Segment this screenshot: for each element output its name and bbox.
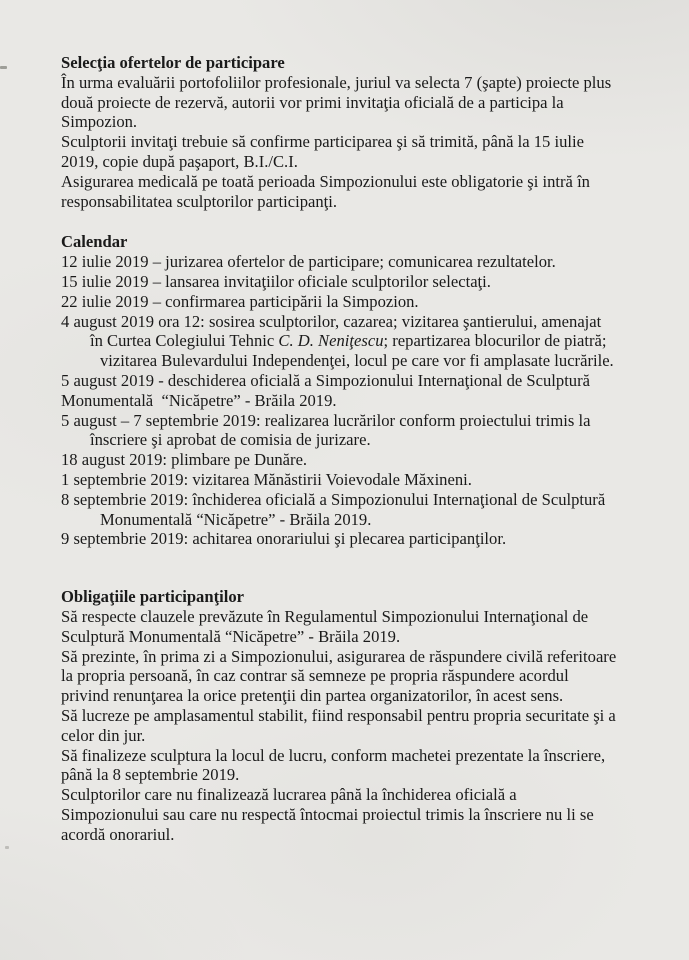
text-segment: Să prezinte, în prima zi a Simpozionului, asigurarea de răspundere civilă referitoare bbox=[61, 646, 617, 666]
text-line bbox=[61, 152, 616, 172]
text-segment: 12 iulie 2019 – jurizarea ofertelor de participare; comunicarea rezultatelor. bbox=[61, 252, 556, 272]
document-body bbox=[61, 53, 616, 844]
text-segment: 2019, copie după paşaport, B.I./C.I. bbox=[61, 151, 298, 171]
text-line bbox=[61, 510, 616, 530]
text-line bbox=[61, 430, 616, 450]
text-segment: 15 iulie 2019 – lansarea invitaţiilor oficiale sculptorilor selectaţi. bbox=[61, 271, 491, 291]
text-line bbox=[61, 726, 616, 746]
text-segment: în Curtea Colegiului Tehnic bbox=[90, 331, 279, 351]
text-segment: Simpozionului sau care nu respectă întocmai proiectul trimis la înscriere nu li se bbox=[61, 804, 594, 824]
text-line bbox=[61, 450, 616, 470]
text-line bbox=[61, 371, 616, 391]
text-line bbox=[61, 805, 616, 825]
text-segment: Sculptorilor care nu finalizează lucrarea până la închiderea oficială a bbox=[61, 785, 517, 805]
text-segment: acordă onorariul. bbox=[61, 824, 175, 844]
text-line bbox=[61, 73, 616, 93]
text-line bbox=[61, 112, 616, 132]
text-line bbox=[61, 351, 616, 371]
text-line bbox=[61, 470, 616, 490]
text-segment: înscriere şi aprobat de comisia de jurizare. bbox=[90, 430, 371, 450]
text-segment: Să lucreze pe amplasamentul stabilit, fiind responsabil pentru propria securitate şi a bbox=[61, 705, 616, 725]
text-segment: ; repartizarea blocurilor de piatră; bbox=[383, 331, 607, 351]
text-line bbox=[61, 785, 616, 805]
text-line bbox=[61, 490, 616, 510]
text-segment: două proiecte de rezervă, autorii vor primi invitaţia oficială de a participa la bbox=[61, 92, 564, 112]
section-calendar bbox=[61, 232, 616, 549]
scan-artifact bbox=[5, 846, 9, 849]
italic-text: C. D. Neniţescu bbox=[278, 331, 384, 351]
section-heading: Obligaţiile participanţilor bbox=[61, 587, 244, 607]
text-segment: Monumentală “Nicăpetre” - Brăila 2019. bbox=[100, 509, 372, 529]
text-segment: 8 septembrie 2019: închiderea oficială a Simpozionului Internaţional de Sculptură bbox=[61, 489, 606, 509]
text-segment: 5 august – 7 septembrie 2019: realizarea lucrărilor conform proiectului trimis la bbox=[61, 410, 591, 430]
text-segment: 5 august 2019 - deschiderea oficială a Simpozionului Internaţional de Sculptură bbox=[61, 370, 590, 390]
text-segment: Sculptură Monumentală “Nicăpetre” - Brăila 2019. bbox=[61, 626, 401, 646]
text-line bbox=[61, 686, 616, 706]
text-line bbox=[61, 192, 616, 212]
text-line bbox=[61, 93, 616, 113]
text-line bbox=[61, 765, 616, 785]
text-line bbox=[61, 391, 616, 411]
text-line bbox=[61, 312, 616, 332]
text-line bbox=[61, 627, 616, 647]
text-line bbox=[61, 706, 616, 726]
text-segment: Simpozion. bbox=[61, 112, 138, 132]
section-selectia-ofertelor bbox=[61, 53, 616, 211]
text-segment: celor din jur. bbox=[61, 725, 146, 745]
text-line bbox=[61, 272, 616, 292]
text-line bbox=[61, 411, 616, 431]
text-line bbox=[61, 647, 616, 667]
text-segment: Sculptorii invitaţi trebuie să confirme participarea şi să trimită, până la 15 iulie bbox=[61, 132, 584, 152]
text-segment: 4 august 2019 ora 12: sosirea sculptorilor, cazarea; vizitarea şantierului, amenajat bbox=[61, 311, 602, 331]
text-line bbox=[61, 746, 616, 766]
text-segment: privind renunţarea la orice pretenţii din partea organizatorilor, în acest sens. bbox=[61, 686, 564, 706]
text-segment: Asigurarea medicală pe toată perioada Simpozionului este obligatorie şi intră în bbox=[61, 171, 590, 191]
text-segment: 1 septembrie 2019: vizitarea Mănăstirii Voievodale Măxineni. bbox=[61, 469, 472, 489]
section-obligatiile-participantilor bbox=[61, 587, 616, 844]
text-segment: responsabilitatea sculptorilor participanţi. bbox=[61, 191, 338, 211]
text-segment: 22 iulie 2019 – confirmarea participării la Simpozion. bbox=[61, 291, 419, 311]
section-heading: Selecţia ofertelor de participare bbox=[61, 53, 285, 72]
text-segment: 9 septembrie 2019: achitarea onorariului şi plecarea participanţilor. bbox=[61, 529, 507, 549]
section-heading: Calendar bbox=[61, 232, 128, 252]
text-line bbox=[61, 292, 616, 312]
text-segment: la propria persoană, în caz contrar să semneze pe propria răspundere acordul bbox=[61, 666, 569, 686]
text-segment: până la 8 septembrie 2019. bbox=[61, 765, 240, 785]
text-segment: În urma evaluării portofoliilor profesionale, juriul va selecta 7 (şapte) proiecte plus bbox=[61, 72, 612, 92]
text-segment: Să finalizeze sculptura la locul de lucru, conform machetei prezentate la înscriere, bbox=[61, 745, 606, 765]
text-line bbox=[61, 529, 616, 549]
scan-artifact bbox=[0, 66, 7, 69]
text-segment: Monumentală “Nicăpetre” - Brăila 2019. bbox=[61, 390, 337, 410]
text-segment: Să respecte clauzele prevăzute în Regulamentul Simpozionului Internaţional de bbox=[61, 606, 589, 626]
text-segment: vizitarea Bulevardului Independenţei, locul pe care vor fi amplasate lucrările. bbox=[100, 351, 614, 371]
text-line bbox=[61, 607, 616, 627]
text-line bbox=[61, 132, 616, 152]
text-line bbox=[61, 825, 616, 845]
text-line bbox=[61, 172, 616, 192]
text-line bbox=[61, 331, 616, 351]
text-line bbox=[61, 252, 616, 272]
text-line bbox=[61, 666, 616, 686]
text-segment: 18 august 2019: plimbare pe Dunăre. bbox=[61, 450, 308, 470]
